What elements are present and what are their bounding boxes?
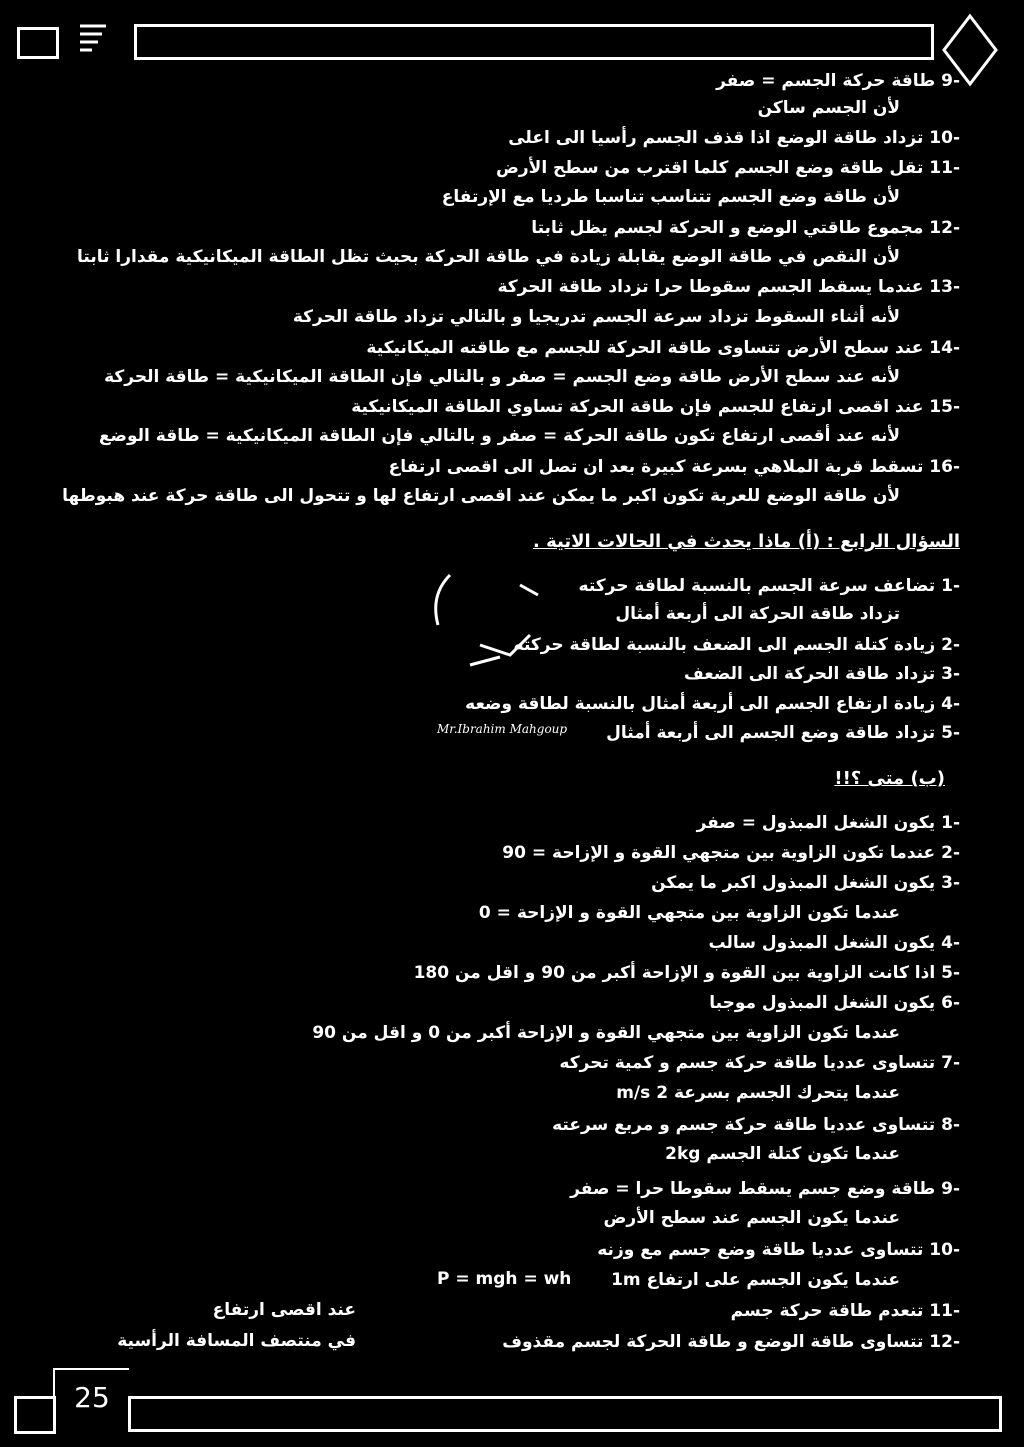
q4a-1: -1 تضاعف سرعة الجسم بالنسبة لطاقة حركته: [578, 576, 960, 596]
q4b-8: -8 تتساوى عدديا طاقة حركة جسم و مربع سرعته: [552, 1115, 960, 1135]
q4a-3: -3 تزداد طاقة الحركة الى الضعف: [683, 664, 960, 684]
sketch-drawing: [420, 565, 570, 685]
menu-icon: [76, 18, 116, 58]
q4b-8-answer: عندما تكون كتلة الجسم 2kg: [665, 1144, 900, 1164]
q4b-heading: (ب) متى ؟!!: [834, 768, 945, 789]
line-16: -16 تسقط قربة الملاهي بسرعة كبيرة بعد ان تصل الى اقصى ارتفاع: [388, 457, 960, 477]
q4b-12-answer: في منتصف المسافة الرأسية: [117, 1331, 356, 1351]
q4a-4: -4 زيادة ارتفاع الجسم الى أربعة أمثال بالنسبة لطاقة وضعه: [465, 694, 960, 714]
q4b-4: -4 يكون الشغل المبذول سالب: [708, 933, 960, 953]
line-9-reason: لأن الجسم ساكن: [757, 98, 900, 118]
line-15-reason: لأنه عند أقصى ارتفاع تكون طاقة الحركة = صفر و بالتالي فإن الطاقة الميكانيكية = طاقة الوضع: [98, 426, 900, 446]
line-14-reason: لأنه عند سطح الأرض طاقة وضع الجسم = صفر و بالتالي فإن الطاقة الميكانيكية = طاقة الحركة: [104, 367, 900, 387]
line-12-reason: لأن النقص في طاقة الوضع يقابلة زيادة في طاقة الحركة بحيث تظل الطاقة الميكانيكية مقدارا ثابتا: [77, 247, 900, 267]
top-bar-frame: [134, 24, 934, 60]
q4b-10-answer: عندما يكون الجسم على ارتفاع 1m: [611, 1270, 900, 1290]
q4b-9: -9 طاقة وضع جسم يسقط سقوطا حرا = صفر: [570, 1179, 960, 1199]
q4b-10: -10 تتساوى عدديا طاقة وضع جسم مع وزنه: [597, 1240, 960, 1260]
q4b-3: -3 يكون الشغل المبذول اكبر ما يمكن: [651, 873, 960, 893]
line-10: -10 تزداد طاقة الوضع اذا قذف الجسم رأسيا الى اعلى: [508, 128, 960, 148]
q4b-1: -1 يكون الشغل المبذول = صفر: [696, 813, 960, 833]
p-formula: P = mgh = wh: [437, 1269, 572, 1289]
q4b-6: -6 يكون الشغل المبذول موجبا: [709, 993, 960, 1013]
top-left-box: [17, 27, 59, 59]
q4b-12: -12 تتساوى طاقة الوضع و طاقة الحركة لجسم مقذوف: [502, 1332, 960, 1352]
q4b-7-answer: عندما يتحرك الجسم بسرعة 2 m/s: [616, 1083, 900, 1103]
q4a-5: -5 تزداد طاقة وضع الجسم الى أربعة أمثال: [606, 723, 960, 743]
q4b-11: -11 تنعدم طاقة حركة جسم: [730, 1301, 960, 1321]
q4b-11-answer: عند اقصى ارتفاع: [212, 1300, 356, 1320]
line-11-reason: لأن طاقة وضع الجسم تتناسب تناسبا طرديا مع الإرتفاع: [441, 187, 900, 207]
line-15: -15 عند اقصى ارتفاع للجسم فإن طاقة الحركة تساوي الطاقة الميكانيكية: [351, 397, 960, 417]
q4b-9-answer: عندما يكون الجسم عند سطح الأرض: [603, 1208, 900, 1228]
line-13: -13 عندما يسقط الجسم سقوطا حرا تزداد طاقة الحركة: [497, 277, 960, 297]
line-13-reason: لأنه أثناء السقوط تزداد سرعة الجسم تدريجيا و بالتالي تزداد طاقة الحركة: [292, 307, 900, 327]
q4a-2: -2 زيادة كتلة الجسم الى الضعف بالنسبة لطاقة حركته: [513, 635, 960, 655]
bottom-left-box: [14, 1396, 56, 1434]
q4b-2: -2 عندما تكون الزاوية بين متجهي القوة و الإزاحة = 90: [502, 843, 960, 863]
q4a-1-answer: تزداد طاقة الحركة الى أربعة أمثال: [615, 604, 900, 624]
signature: Mr.Ibrahim Mahgoup: [437, 722, 568, 736]
line-16-reason: لأن طاقة الوضع للعربة تكون اكبر ما يمكن عند اقصى ارتفاع لها و تتحول الى طاقة حركة عند هبوطها: [62, 486, 900, 506]
q4b-6-answer: عندما تكون الزاوية بين متجهي القوة و الإزاحة أكبر من 0 و اقل من 90: [312, 1023, 900, 1043]
q4b-5: -5 اذا كانت الزاوية بين القوة و الإزاحة أكبر من 90 و اقل من 180: [413, 963, 960, 983]
line-12: -12 مجموع طاقتي الوضع و الحركة لجسم يظل ثابتا: [531, 218, 960, 238]
line-9: -9 طاقة حركة الجسم = صفر: [716, 71, 960, 91]
line-14: -14 عند سطح الأرض تتساوى طاقة الحركة للجسم مع طاقته الميكانيكية: [366, 338, 960, 358]
line-11: -11 تقل طاقة وضع الجسم كلما اقترب من سطح الأرض: [496, 158, 960, 178]
q4b-7: -7 تتساوى عدديا طاقة حركة جسم و كمية تحركه: [559, 1053, 960, 1073]
q4b-3-answer: عندما تكون الزاوية بين متجهي القوة و الإزاحة = 0: [478, 903, 900, 923]
bottom-bar-frame: [128, 1396, 1002, 1432]
q4-heading: السؤال الرابع : (أ) ماذا يحدث في الحالات الاتية .: [533, 531, 960, 552]
page-number: 25: [53, 1368, 129, 1430]
